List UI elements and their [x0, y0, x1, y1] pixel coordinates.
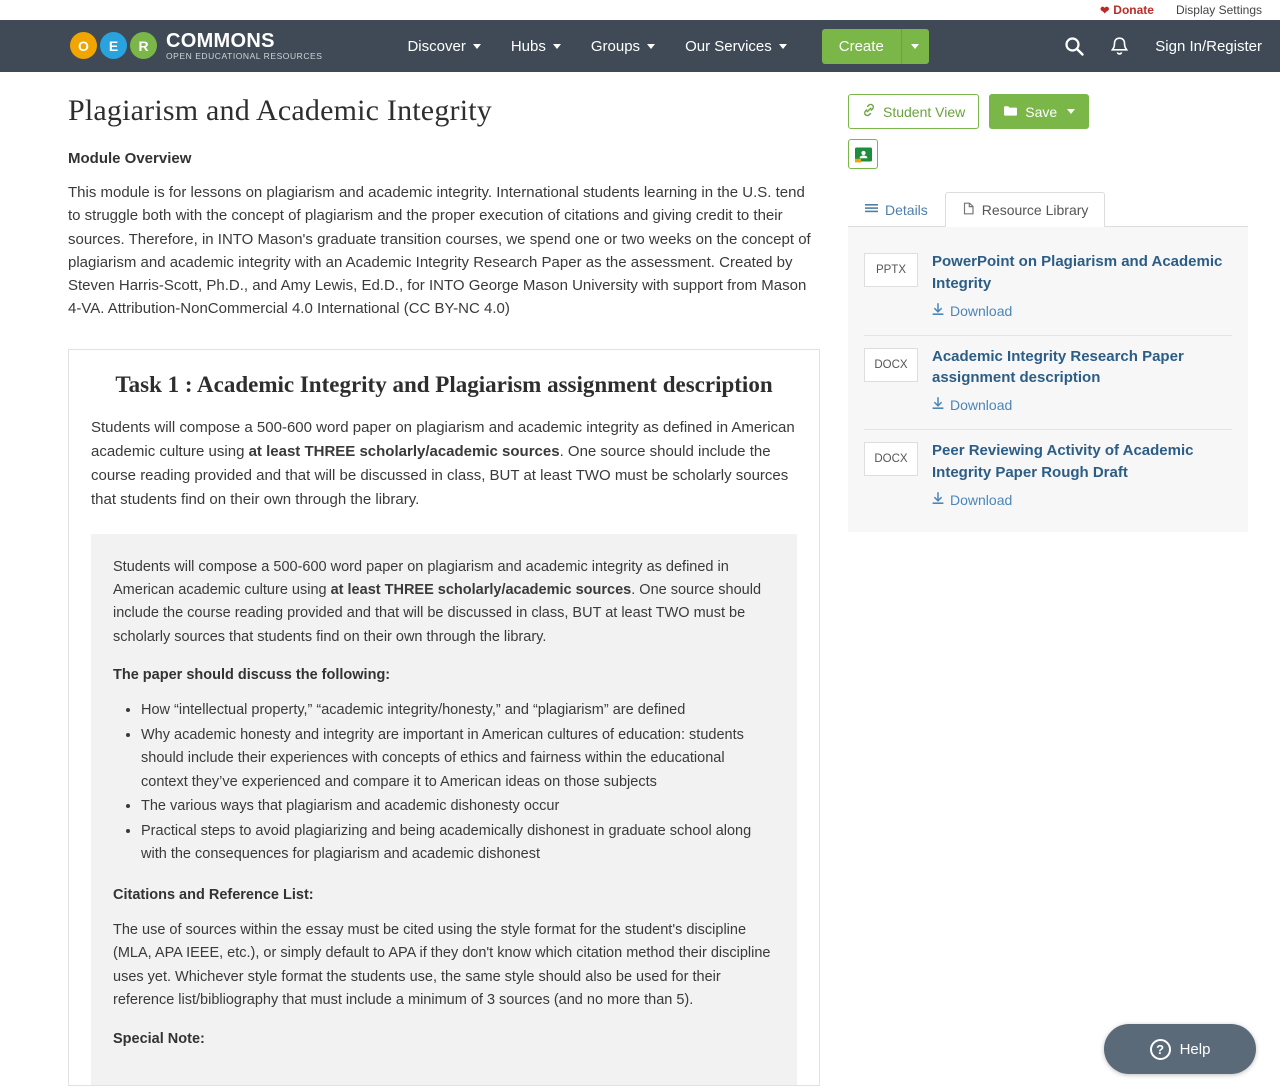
resource-title-link[interactable]: Peer Reviewing Activity of Academic Integrity Paper Rough Draft: [932, 442, 1194, 481]
student-view-button[interactable]: [848, 94, 979, 129]
nav-links: [394, 29, 928, 64]
folder-icon: [1003, 104, 1018, 120]
list-item: [864, 241, 1232, 336]
main-content-column: [18, 94, 818, 1086]
chevron-down-icon: [553, 44, 561, 49]
download-label: Download: [950, 397, 1013, 413]
nav-item-groups[interactable]: [578, 30, 668, 63]
logo-letter-o: O: [70, 32, 97, 59]
download-link[interactable]: [932, 397, 1012, 413]
help-button[interactable]: [1104, 1024, 1256, 1074]
list-icon: [865, 202, 878, 218]
action-buttons-row: [848, 94, 1248, 129]
create-button[interactable]: Create: [822, 29, 901, 64]
logo-letter-e: E: [100, 32, 127, 59]
heart-icon: ❤: [1100, 4, 1110, 17]
inner-para1-bold: at least THREE scholarly/academic sources: [330, 581, 632, 598]
download-icon: [932, 492, 944, 508]
download-icon: [932, 303, 944, 319]
list-item: • Why academic honesty and integrity are important in American cultures of education: students should include their experiences with concepts of ethics and fairness within the educational context they’ve experienced and compare it to American ideas on those subjects: [141, 724, 775, 794]
google-classroom-icon: [854, 146, 873, 163]
module-overview-label: Module Overview: [68, 150, 192, 167]
site-logo[interactable]: [70, 31, 322, 61]
sidebar-tabs: [848, 191, 1248, 227]
resource-title-link[interactable]: PowerPoint on Plagiarism and Academic Integrity: [932, 253, 1223, 292]
nav-item-discover-label: Discover: [407, 37, 466, 55]
page-content: [0, 72, 1280, 1086]
list-item: [864, 430, 1232, 524]
donate-link[interactable]: [1100, 3, 1154, 17]
nav-item-hubs[interactable]: [498, 30, 574, 63]
nav-item-our-services[interactable]: [672, 30, 800, 63]
utility-bar: [0, 0, 1280, 20]
tab-resource-library[interactable]: [945, 192, 1106, 227]
module-overview-text: This module is for lessons on plagiarism and academic integrity. International students learning in the U.S. tend to struggle both with the concept of plagiarism and the proper execution of citations and giving credit to their sources. Therefore, in INTO Mason's graduate transition courses, we spend one or two weeks on the concept of plagiarism and academic integrity with an Academic Integrity Research Paper as the assessment. Created by Steven Harris-Scott, Ph.D., and Amy Lewis, Ed.D., for INTO George Mason University with support from Mason 4-VA. Attribution-NonCommercial 4.0 International (CC BY-NC 4.0): [68, 184, 811, 318]
resource-title-link[interactable]: Academic Integrity Research Paper assignment description: [932, 347, 1184, 387]
logo-text: [166, 31, 322, 61]
resource-body: [932, 346, 1232, 416]
google-classroom-share-button[interactable]: [848, 139, 878, 169]
document-icon: [962, 202, 975, 218]
resource-body: [932, 251, 1232, 321]
logo-letter-r: R: [130, 32, 157, 59]
tab-resource-library-label: Resource Library: [981, 202, 1089, 218]
display-settings-link[interactable]: Display Settings: [1175, 3, 1262, 17]
task-section: [68, 349, 820, 1086]
chevron-down-icon: [779, 44, 787, 49]
notifications-bell-icon[interactable]: [1110, 36, 1129, 57]
page-title: Plagiarism and Academic Integrity: [68, 94, 492, 127]
list-item: • The various ways that plagiarism and academic dishonesty occur: [141, 795, 775, 818]
create-dropdown-toggle[interactable]: [901, 29, 929, 64]
sign-in-register-link[interactable]: Sign In/Register: [1155, 37, 1262, 55]
requirements-list: [113, 699, 775, 866]
help-label: Help: [1179, 1040, 1211, 1058]
nav-item-hubs-label: Hubs: [510, 37, 546, 55]
chevron-down-icon: [911, 44, 919, 49]
discuss-heading: The paper should discuss the following:: [113, 667, 391, 684]
task-intro-bold: at least THREE scholarly/academic sources: [248, 442, 560, 460]
inner-para1-part2: . One source should include the course reading provided and that will be discussed in class, BUT at least TWO must be scholarly sources that students find on their own through the library.: [113, 581, 762, 645]
logo-circles: [70, 32, 157, 59]
file-type-badge: PPTX: [864, 253, 918, 287]
download-label: Download: [950, 491, 1013, 508]
inner-para1-part1: Students will compose a 500-600 word paper on plagiarism and academic integrity as defined in American academic culture using: [113, 558, 729, 598]
task-title: Task 1 : Academic Integrity and Plagiarism assignment description: [115, 371, 773, 397]
list-item: [864, 336, 1232, 431]
download-link[interactable]: [932, 303, 1012, 319]
nav-item-our-services-label: Our Services: [685, 37, 772, 55]
nav-right: [1064, 36, 1262, 57]
student-view-label: Student View: [883, 103, 966, 120]
assignment-description-box: [91, 534, 797, 1085]
list-item: • Practical steps to avoid plagiarizing and being academically dishonest in graduate school along with the consequences for plagiarism and academic dishonest: [141, 820, 775, 867]
question-mark-icon: ?: [1150, 1039, 1171, 1060]
chevron-down-icon: [647, 44, 655, 49]
create-button-group: [822, 29, 929, 64]
logo-tagline: OPEN EDUCATIONAL RESOURCES: [166, 51, 323, 62]
download-label: Download: [950, 302, 1013, 319]
chevron-down-icon: [1067, 109, 1075, 114]
resource-body: [932, 440, 1232, 510]
special-note-heading: Special Note:: [113, 1030, 205, 1047]
tab-details[interactable]: [848, 192, 945, 227]
citations-heading: Citations and Reference List:: [113, 886, 314, 903]
file-type-badge: DOCX: [864, 348, 918, 382]
save-button[interactable]: [989, 94, 1089, 129]
inner-paragraph-1: [113, 556, 775, 650]
list-item: • How “intellectual property,” “academic integrity/honesty,” and “plagiarism” are defined: [141, 699, 775, 722]
download-link[interactable]: [932, 492, 1012, 508]
resource-library-panel: [848, 227, 1248, 532]
task-intro-part2: . One source should include the course reading provided and that will be discussed in class, BUT at least TWO must be scholarly sources that students find on their own through the library.: [91, 442, 789, 508]
donate-label: Donate: [1113, 3, 1154, 17]
link-icon: [862, 103, 876, 120]
save-label: Save: [1025, 103, 1058, 120]
search-icon[interactable]: [1064, 36, 1084, 56]
task-intro: [91, 416, 797, 512]
main-navigation: [0, 20, 1280, 72]
file-type-badge: DOCX: [864, 442, 918, 476]
sidebar-column: [848, 94, 1248, 1086]
nav-item-groups-label: Groups: [590, 37, 641, 55]
task-intro-part1: Students will compose a 500-600 word paper on plagiarism and academic integrity as defined in American academic culture using: [91, 418, 795, 460]
citations-text: The use of sources within the essay must be cited using the style format for the student's discipline (MLA, APA IEEE, etc.), or simply default to APA if they don't know which citation method their discipline uses yet. Whichever style format the students use, the same style should also be used for their reference list/bibliography that must include a minimum of 3 sources (and no more than 5).: [113, 921, 771, 1009]
nav-item-discover[interactable]: [394, 30, 493, 63]
download-icon: [932, 397, 944, 413]
logo-title: COMMONS: [166, 30, 275, 53]
tab-details-label: Details: [885, 202, 928, 218]
chevron-down-icon: [473, 44, 481, 49]
